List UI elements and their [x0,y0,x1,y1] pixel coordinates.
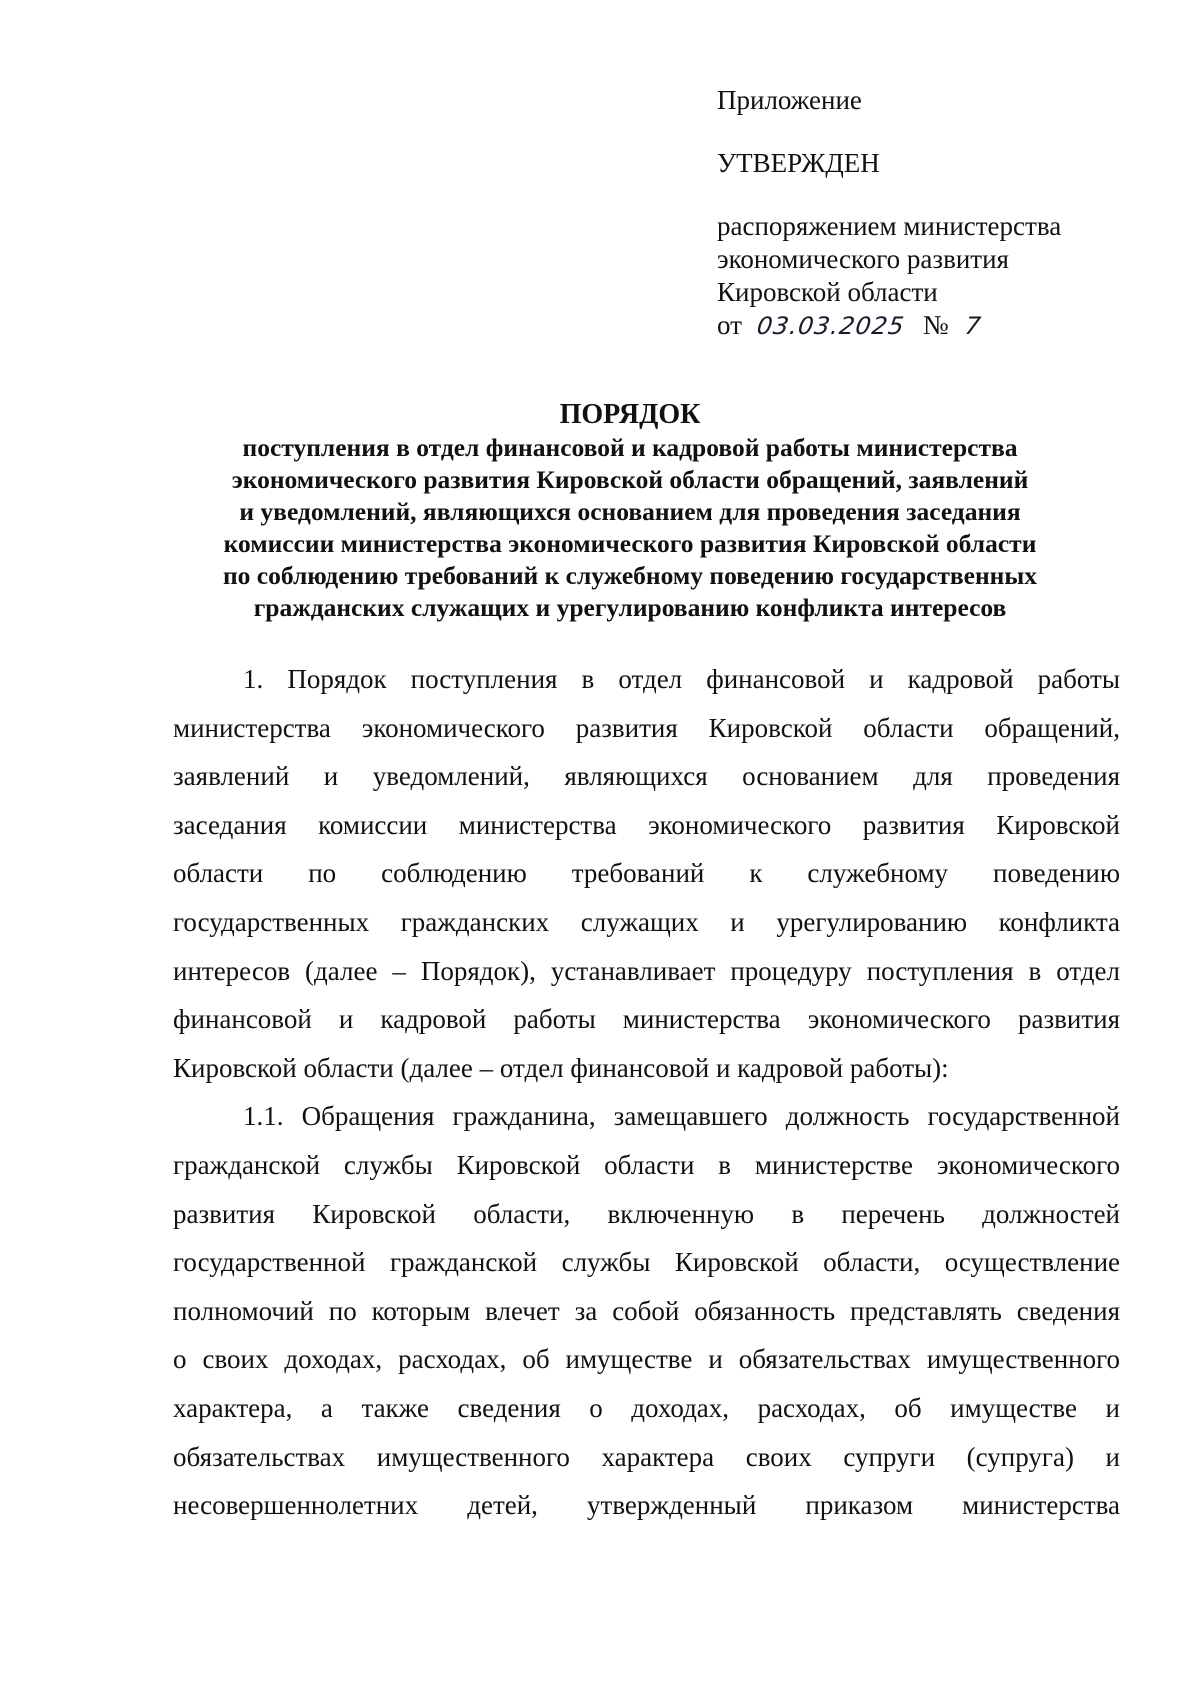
subtitle-line: по соблюдению требований к служебному поведению государственных [222,561,1038,590]
document-subtitle [170,432,1090,624]
subtitle-line: экономического развития Кировской области обращений, заявлений [231,465,1029,494]
paragraph-line: Кировской области (далее – отдел финансовой и кадровой работы): [173,1052,949,1083]
paragraph-line: интересов (далее – Порядок), устанавливает процедуру поступления в отдел [173,955,1120,986]
paragraph-line: заседания комиссии министерства экономического развития Кировской [173,809,1120,840]
date-prefix: от [717,310,742,340]
paragraph-line: гражданской службы Кировской области в министерстве экономического [173,1149,1120,1180]
paragraph-line: 1. Порядок поступления в отдел финансовой и кадровой работы [243,664,1120,694]
paragraph-line: области по соблюдению требований к служебному поведению [173,858,1120,889]
issuer-block [717,210,1137,343]
subtitle-line: комиссии министерства экономического развития Кировской области [223,529,1037,558]
date-number-line [717,309,1137,343]
issuer-line: экономического развития [717,244,1009,274]
paragraph-line: финансовой и кадровой работы министерства экономического развития [173,1004,1120,1035]
paragraph-line: полномочий по которым влечет за собой обязанность представлять сведения [173,1295,1120,1326]
paragraph-1-1 [173,1092,1120,1529]
issuer-line: Кировской области [717,277,938,307]
paragraph-line: несовершеннолетних детей, утвержденный приказом министерства [173,1490,1120,1521]
paragraph-line: государственных гражданских служащих и урегулированию конфликта [173,906,1120,937]
number-prefix: № [922,310,949,340]
paragraph-line: развития Кировской области, включенную в перечень должностей [173,1198,1120,1229]
paragraph-line: характера, а также сведения о доходах, расходах, об имуществе и [173,1392,1120,1423]
paragraph-1 [173,655,1120,1092]
appendix-label: Приложение [717,85,862,115]
paragraph-line: заявлений и уведомлений, являющихся основанием для проведения [173,761,1120,792]
document-title: ПОРЯДОК [559,399,701,430]
document-title-block [170,398,1090,624]
approval-header [717,84,1137,343]
paragraph-line: о своих доходах, расходах, об имуществе и обязательствах имущественного [173,1344,1120,1375]
paragraph-line: обязательствах имущественного характера своих супруги (супруга) и [173,1441,1120,1472]
paragraph-line: государственной гражданской службы Кировской области, осуществление [173,1247,1120,1278]
subtitle-line: гражданских служащих и урегулированию конфликта интересов [253,593,1007,622]
paragraph-line: министерства экономического развития Кировской области обращений, [173,712,1120,743]
approved-label: УТВЕРЖДЕН [717,148,880,178]
subtitle-line: и уведомлений, являющихся основанием для проведения заседания [239,497,1021,526]
issuer-line: распоряжением министерства [717,211,1062,241]
subtitle-line: поступления в отдел финансовой и кадровой работы министерства [242,433,1018,462]
document-body [173,655,1120,1530]
paragraph-line: 1.1. Обращения гражданина, замещавшего должность государственной [243,1101,1120,1132]
handwritten-number: 7 [963,312,984,340]
handwritten-date: 03.03.2025 [754,312,907,340]
